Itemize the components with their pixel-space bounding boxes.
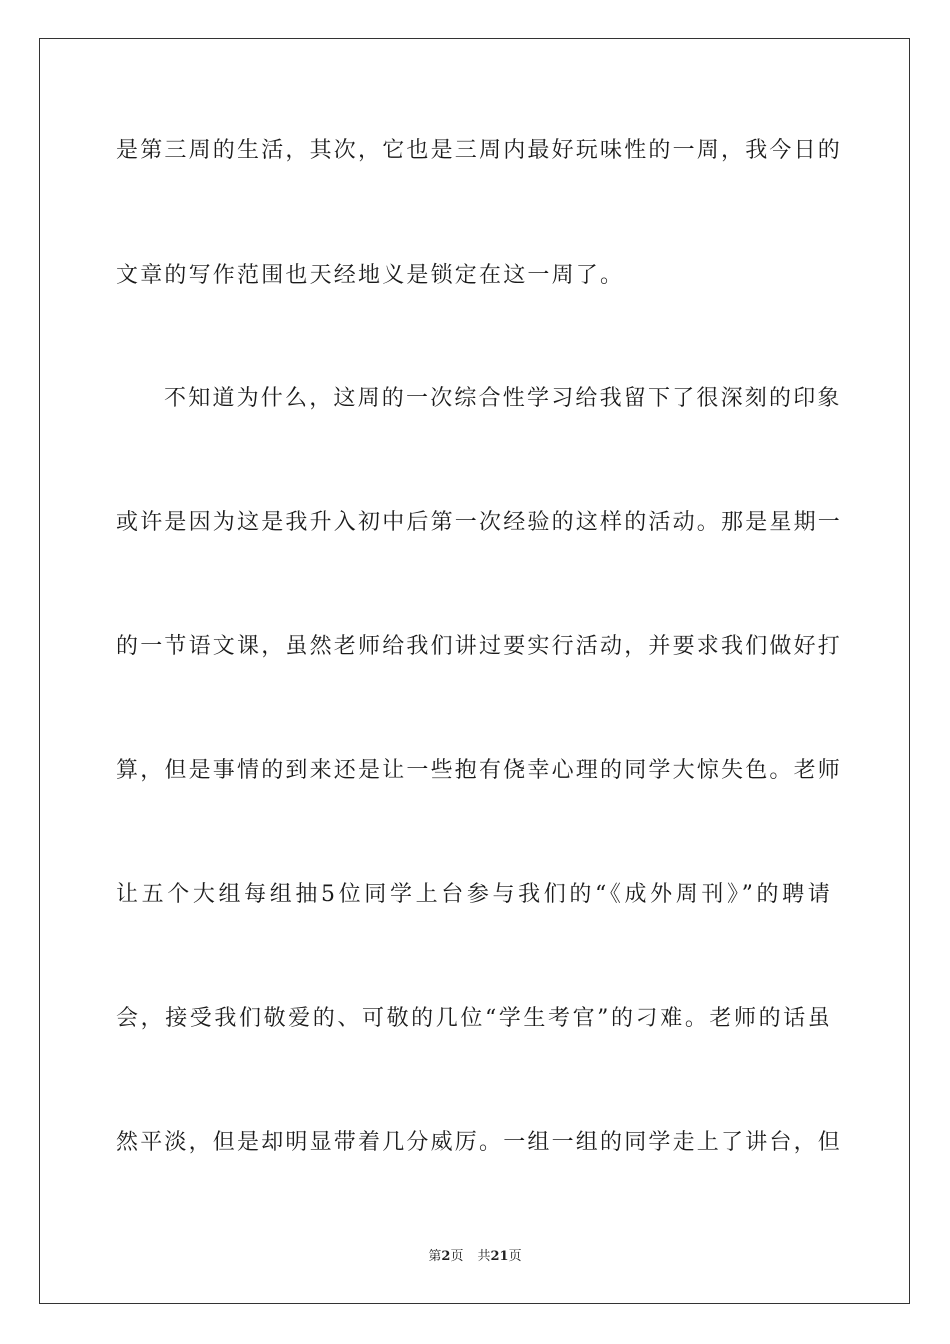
paragraph-line-2: 文章的写作范围也天经地义是锁定在这一周了。 xyxy=(116,263,625,288)
paragraph-line-5: 的一节语文课，虽然老师给我们讲过要实行活动，并要求我们做好打 xyxy=(116,634,843,659)
page-border xyxy=(39,38,910,1304)
page-footer xyxy=(0,1247,950,1267)
footer-page-number: 2 xyxy=(441,1249,451,1264)
footer-total-pages: 21 xyxy=(490,1249,509,1264)
footer-total-suffix: 页 xyxy=(508,1249,522,1264)
paragraph-line-6: 算，但是事情的到来还是让一些抱有侥幸心理的同学大惊失色。老师 xyxy=(116,758,843,783)
paragraph-line-4: 或许是因为这是我升入初中后第一次经验的这样的活动。那是星期一 xyxy=(116,510,843,535)
paragraph-line-9: 然平淡，但是却明显带着几分威厉。一组一组的同学走上了讲台，但 xyxy=(116,1130,843,1155)
footer-total-prefix: 共 xyxy=(477,1249,491,1264)
footer-page-prefix: 第 xyxy=(428,1249,442,1264)
paragraph-line-8: 会，接受我们敬爱的、可敬的几位“学生考官”的刁难。老师的话虽 xyxy=(116,1006,832,1031)
paragraph-line-3: 不知道为什么，这周的一次综合性学习给我留下了很深刻的印象 xyxy=(164,386,842,411)
footer-page-suffix: 页 xyxy=(450,1249,464,1264)
paragraph-line-7: 让五个大组每组抽5位同学上台参与我们的“《成外周刊》”的聘请 xyxy=(116,882,832,907)
paragraph-line-1: 是第三周的生活，其次，它也是三周内最好玩味性的一周，我今日的 xyxy=(116,138,843,163)
